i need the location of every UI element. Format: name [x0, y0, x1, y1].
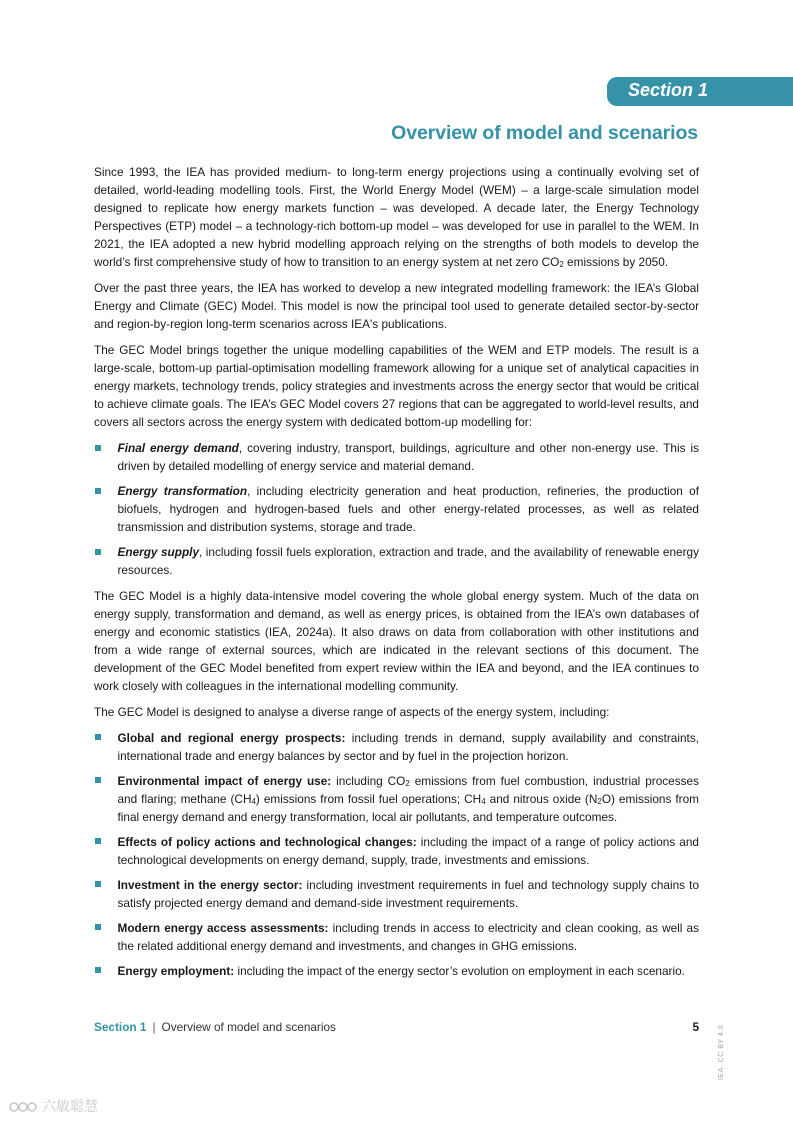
list-item: Effects of policy actions and technological changes: including the impact of a range of policy actions and technological developments on energy demand, supply, trade, investments and emissions. — [94, 833, 699, 869]
paragraph-intro: Since 1993, the IEA has provided medium- to long-term energy projections using a continually evolving set of detailed, world-leading modelling tools. First, the World Energy Model (WEM) – a large-scale simulation model designed to replicate how energy markets function – was developed. A decade later, the Energy Technology Perspectives (ETP) model – a technology-rich bottom-up model – was developed for use in parallel to the WEM. In 2021, the IEA adopted a new hybrid modelling approach relying on the strengths of both models to develop the world’s first comprehensive study of how to transition to an energy system at net zero $CO_2$ emissions by 2050. — [94, 165, 699, 270]
bullet-square-icon — [95, 924, 101, 930]
bullet-square-icon — [95, 777, 101, 783]
bullet-square-icon — [95, 734, 101, 740]
list-item: Investment in the energy sector: including investment requirements in fuel and technology supply chains to satisfy projected energy demand and demand-side investment requirements. — [94, 876, 699, 912]
bullet-square-icon — [95, 445, 101, 451]
watermark-text: 六敏聪慧 — [42, 1098, 98, 1114]
paragraph-gec-framework: Over the past three years, the IEA has worked to develop a new integrated modelling framework: the IEA’s Global Energy and Climate (GEC) Model. This model is now the principal tool used to generate detailed sector-by-sector and region-by-region long-term scenarios across IEA's publications. — [94, 281, 699, 332]
bullet-square-icon — [95, 838, 101, 844]
paragraph-data-sources: The GEC Model is a highly data-intensive model covering the whole global energy system. Much of the data on energy supply, transformation and demand, as well as energy prices, is obtained from the IEA’s own databases of energy and economic statistics (IEA, 2024a). It also draws on data from collaboration with other institutions and from a wide range of external sources, which are indicated in the relevant sections of this document. The development of the GEC Model benefited from expert review within the IEA and beyond, and the IEA continues to work closely with colleagues in the international modelling community. — [94, 588, 699, 694]
list-item: Energy transformation, including electricity generation and heat production, refineries, the production of biofuels, hydrogen and hydrogen-based fuels and other energy-related processes, as well as related transmission and distribution systems, storage and trade. — [94, 482, 699, 536]
footer-title: Overview of model and scenarios — [161, 1020, 336, 1034]
list-item: Global and regional energy prospects: including trends in demand, supply availability and constraints, international trade and energy balances by sector and by fuel in the projection horizon. — [94, 729, 699, 765]
footer-separator: | — [152, 1020, 156, 1034]
paragraph-analysis-intro: The GEC Model is designed to analyse a diverse range of aspects of the energy system, including: — [94, 705, 610, 720]
list-item: Environmental impact of energy use: including $CO_2$ emissions from fuel combustion, industrial processes and flaring; methane $(CH_4)$ emissions from fossil fuel operations; $CH_4$ and nitrous oxide $(N_2O)$ emissions from final energy demand and energy transformation, local air pollutants, and temperature outcomes. — [94, 772, 699, 826]
list-item: Energy employment: including the impact of the energy sector’s evolution on employment in each scenario. — [94, 962, 699, 980]
paragraph-gec-capabilities: The GEC Model brings together the unique modelling capabilities of the WEM and ETP models. The result is a large-scale, bottom-up partial-optimisation modelling framework allowing for a unique set of analytical capacities in energy markets, technology trends, policy strategies and investments across the energy sector that would be critical to achieve climate goals. The IEA’s GEC Model covers 27 regions that can be aggregated to world-level results, and covers all sectors across the energy system with dedicated bottom-up modelling for: — [94, 343, 699, 430]
license-notice: IEA. CC BY 4.0 — [718, 1024, 725, 1080]
body-content — [94, 163, 699, 987]
modelling-coverage-list — [94, 439, 699, 579]
page-number: 5 — [692, 1020, 699, 1034]
watermark — [8, 1096, 98, 1116]
bullet-square-icon — [95, 967, 101, 973]
list-item: Final energy demand, covering industry, transport, buildings, agriculture and other non-energy use. This is driven by detailed modelling of energy service and material demand. — [94, 439, 699, 475]
list-item: Modern energy access assessments: including trends in access to electricity and clean cooking, as well as the related additional energy demand and investments, and changes in GHG emissions. — [94, 919, 699, 955]
list-item: Energy supply, including fossil fuels exploration, extraction and trade, and the availability of renewable energy resources. — [94, 543, 699, 579]
watermark-logo-icon — [8, 1098, 38, 1114]
footer-section-label: Section 1 — [94, 1020, 147, 1034]
section-tab: Section 1 — [607, 77, 793, 106]
page-title: Overview of model and scenarios — [391, 122, 698, 144]
analysis-aspects-list — [94, 729, 699, 980]
page-footer — [94, 1020, 699, 1034]
bullet-square-icon — [95, 549, 101, 555]
bullet-square-icon — [95, 881, 101, 887]
bullet-square-icon — [95, 488, 101, 494]
